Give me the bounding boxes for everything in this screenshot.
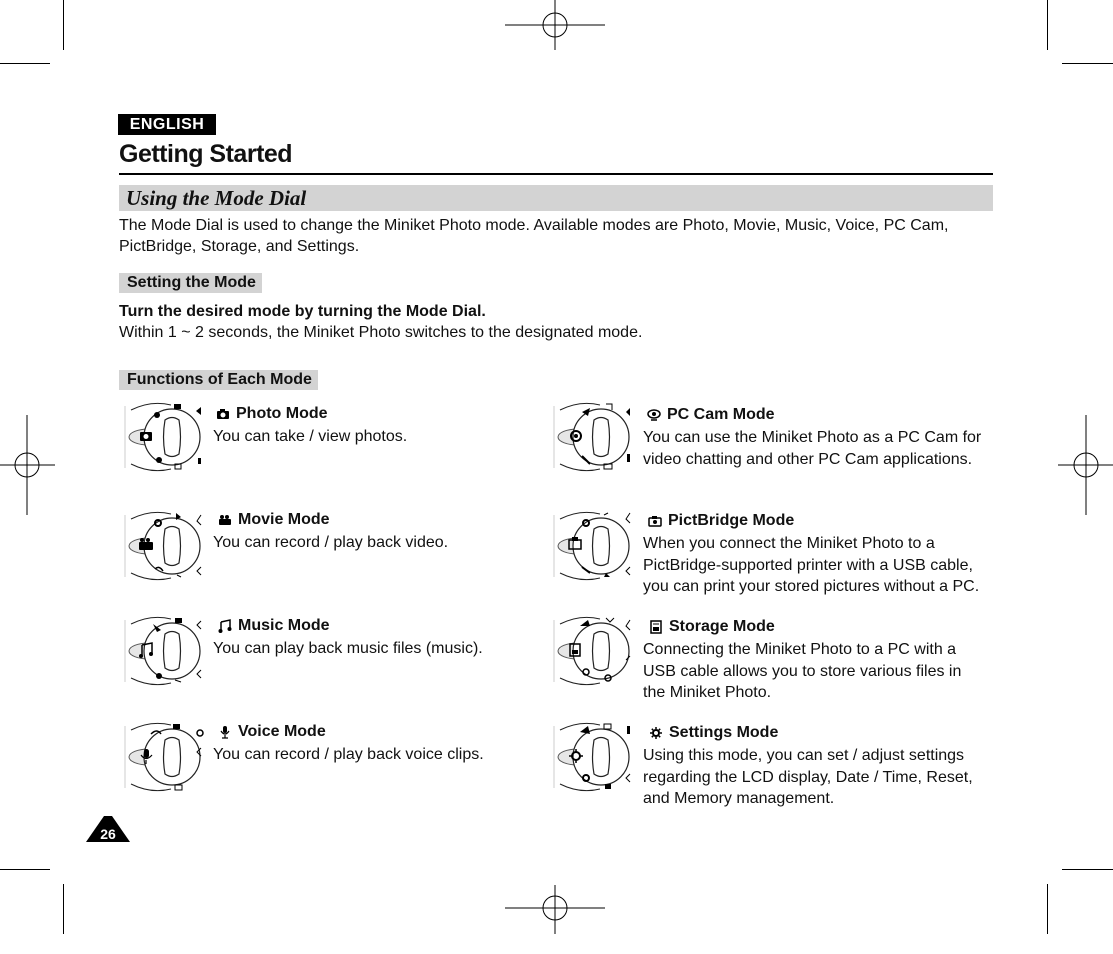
- functions-heading: Functions of Each Mode: [119, 370, 318, 390]
- crop-mark: [1062, 63, 1113, 64]
- storage-icon: [649, 620, 663, 634]
- photo-mode-title: [216, 405, 328, 423]
- music-mode-title: [218, 617, 330, 635]
- pc-cam-mode-title: [647, 406, 775, 424]
- registration-mark-right: [1053, 415, 1113, 515]
- mode-dial-movie: [121, 511, 206, 581]
- music-mode-description: You can play back music files (music).: [213, 640, 483, 657]
- crop-mark: [63, 0, 64, 50]
- intro-text: The Mode Dial is used to change the Miniket Photo mode. Available modes are Photo, Movie, Music, Voice, PC Cam, PictBridge, Storage, and Settings.: [119, 217, 949, 255]
- language-badge: ENGLISH: [118, 114, 216, 135]
- mode-title-text: Storage Mode: [669, 618, 775, 635]
- settings-mode-title: [649, 724, 778, 742]
- pc-cam-mode-description: You can use the Miniket Photo as a PC Cam for video chatting and other PC Cam applications.: [643, 429, 982, 468]
- crop-mark: [63, 884, 64, 934]
- mode-dial-music: [121, 616, 206, 686]
- photo-mode-description: You can take / view photos.: [213, 428, 408, 445]
- mode-title-text: Photo Mode: [236, 405, 328, 422]
- voice-mode-title: [218, 723, 326, 741]
- settings-mode-description: Using this mode, you can set / adjust settings regarding the LCD display, Date / Time, Reset, and Memory management.: [643, 747, 973, 807]
- crop-mark: [1047, 0, 1048, 50]
- registration-mark-top: [505, 0, 605, 60]
- movie-camera-icon: [218, 514, 232, 526]
- setting-instruction: Turn the desired mode by turning the Mode Dial.: [119, 303, 486, 320]
- mode-title-text: Voice Mode: [238, 723, 326, 740]
- crop-mark: [1062, 869, 1113, 870]
- pictbridge-mode-description: When you connect the Miniket Photo to a PictBridge-supported printer with a USB cable, you can print your stored pictures without a PC.: [643, 535, 980, 595]
- mode-dial-pictbridge: [550, 511, 635, 581]
- page-title: Getting Started: [119, 140, 293, 168]
- voice-mode-description: You can record / play back voice clips.: [213, 746, 484, 763]
- microphone-icon: [218, 725, 232, 739]
- mode-title-text: PictBridge Mode: [668, 512, 795, 529]
- movie-mode-title: [218, 511, 330, 529]
- crop-mark: [0, 869, 50, 870]
- mode-dial-storage: [550, 616, 635, 686]
- mode-dial-pc-cam: [550, 402, 635, 472]
- mode-title-text: Settings Mode: [669, 724, 779, 741]
- mode-title-text: Movie Mode: [238, 511, 330, 528]
- camera-icon: [216, 408, 230, 420]
- storage-mode-title: [649, 618, 775, 636]
- registration-mark-bottom: [505, 880, 605, 940]
- mode-title-text: PC Cam Mode: [667, 406, 775, 423]
- setting-note: Within 1 ~ 2 seconds, the Miniket Photo switches to the designated mode.: [119, 324, 643, 341]
- music-note-icon: [218, 619, 232, 633]
- page-number-text: 26: [100, 826, 116, 842]
- printer-camera-icon: [648, 515, 662, 527]
- mode-dial-settings: [550, 722, 635, 792]
- page-number: [86, 816, 130, 842]
- storage-mode-description: Connecting the Miniket Photo to a PC with a USB cable allows you to store various files in the Miniket Photo.: [643, 641, 962, 701]
- webcam-icon: [647, 409, 661, 421]
- pictbridge-mode-title: [648, 512, 794, 530]
- mode-dial-photo: [121, 402, 206, 472]
- mode-dial-voice: [121, 722, 206, 792]
- gear-icon: [649, 726, 663, 740]
- movie-mode-description: You can record / play back video.: [213, 534, 449, 551]
- subtitle: Using the Mode Dial: [126, 186, 307, 210]
- title-divider: [119, 173, 993, 175]
- setting-heading: Setting the Mode: [119, 273, 262, 293]
- registration-mark-left: [0, 415, 60, 515]
- mode-title-text: Music Mode: [238, 617, 330, 634]
- crop-mark: [1047, 884, 1048, 934]
- crop-mark: [0, 63, 50, 64]
